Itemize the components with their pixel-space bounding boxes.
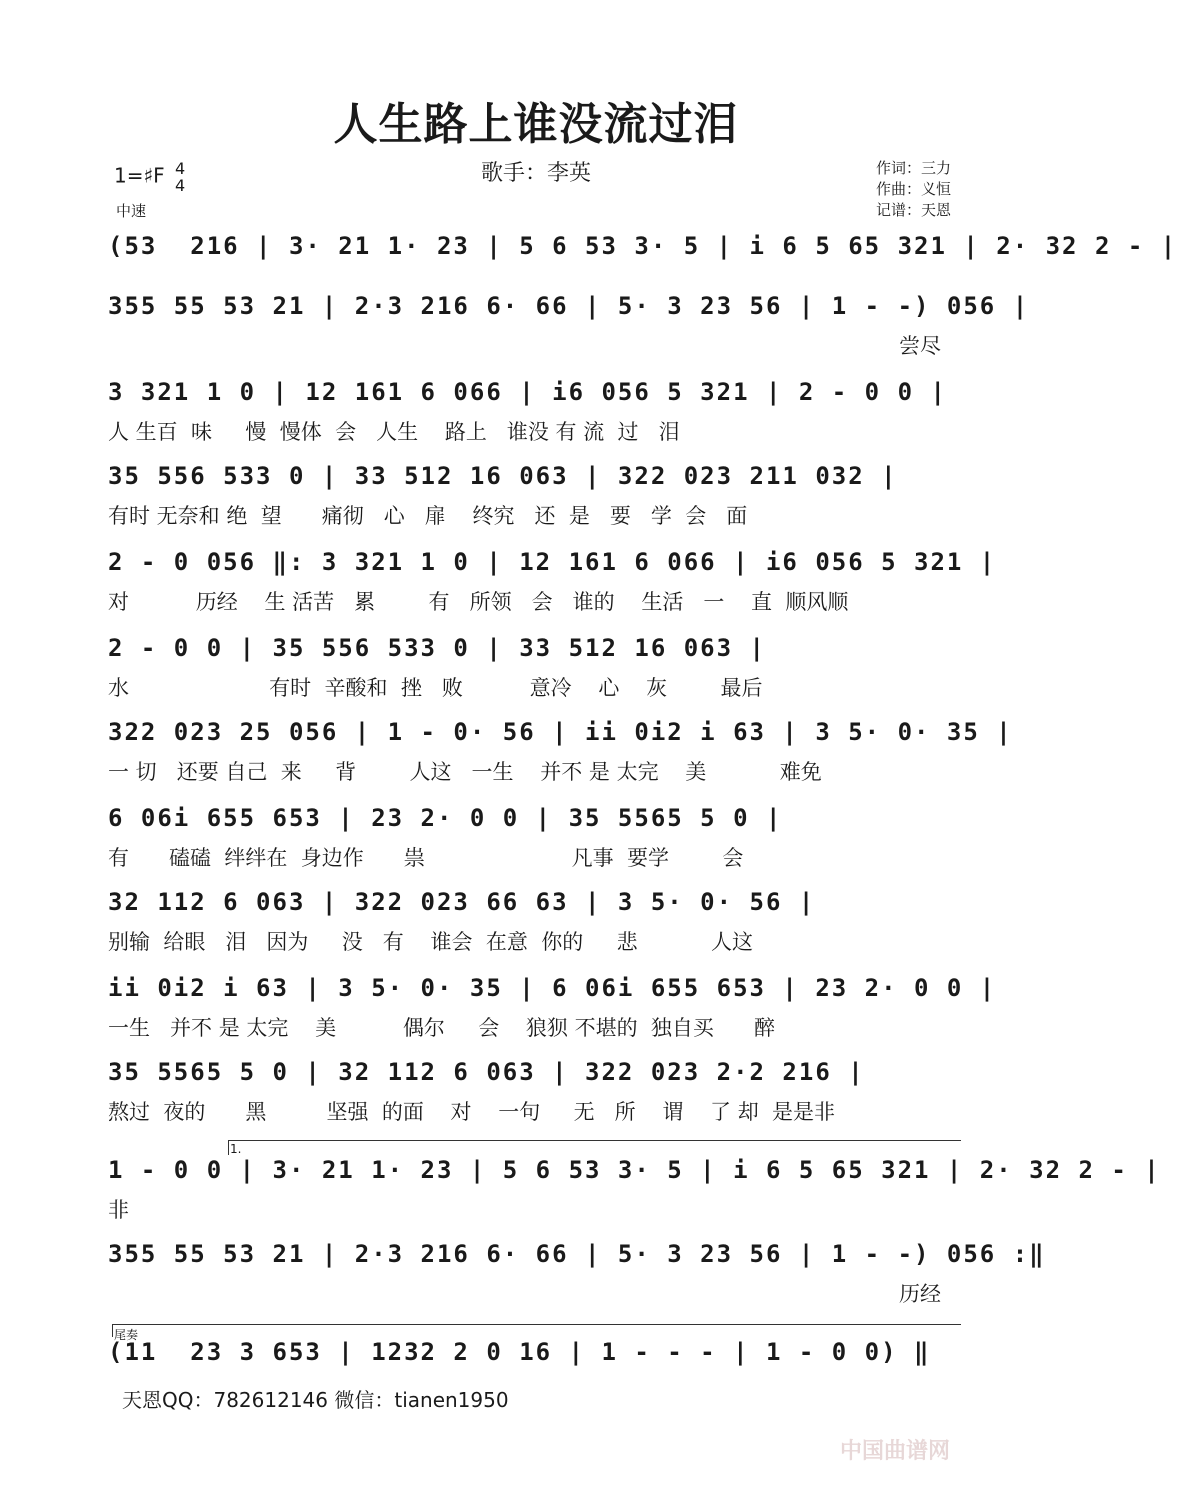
score-row: [108, 1240, 1046, 1306]
lyric-line: 非: [108, 1198, 129, 1222]
lyric-line: 一 切 还要 自己 来 背 人这 一生 并不 是 太完 美 难免: [108, 760, 822, 784]
lyric-line: 别输 给眼 泪 因为 没 有 谁会 在意 你的 悲 人这: [108, 930, 754, 954]
lyric-line: 历经: [899, 1282, 941, 1306]
tempo-marking: 中速: [116, 202, 147, 220]
score-row: [108, 462, 963, 528]
transcriber-credit: 记谱：天恩: [876, 201, 952, 219]
lyric-line: 有时 无奈和 绝 望 痛彻 心 扉 终究 还 是 要 学 会 面: [108, 504, 748, 528]
score-row: [108, 888, 963, 954]
score-row: [108, 718, 1013, 784]
notation-line: 35 5565 5 0 | 32 112 6 063 | 322 023 2·2 216 |: [108, 1058, 865, 1086]
lyric-line: 水 有时 辛酸和 挫 败 意冷 心 灰 最后: [108, 676, 763, 700]
coda-bracket: [112, 1324, 961, 1337]
lyricist-credit: 作词：三力: [876, 159, 952, 177]
score-row: [108, 1156, 1161, 1222]
score-row: [108, 292, 1030, 358]
score-row: [108, 378, 963, 444]
notation-line: 32 112 6 063 | 322 023 66 63 | 3 5· 0· 56 |: [108, 888, 816, 916]
credits: [876, 158, 951, 221]
lyric-line: 熬过 夜的 黑 坚强 的面 对 一句 无 所 谓 了 却 是是非: [108, 1100, 836, 1124]
notation-line: 1 - 0 0 | 3· 21 1· 23 | 5 6 53 3· 5 | i 6 5 65 321 | 2· 32 2 - |: [108, 1156, 1161, 1184]
lyric-line: 尝尽: [899, 334, 941, 358]
notation-line: (53 216 | 3· 21 1· 23 | 5 6 53 3· 5 | i 6 5 65 321 | 2· 32 2 - |: [108, 232, 1177, 260]
lyric-line: 一生 并不 是 太完 美 偶尔 会 狼狈 不堪的 独自买 醉: [108, 1016, 775, 1040]
notation-line: 35 556 533 0 | 33 512 16 063 | 322 023 211 032 |: [108, 462, 898, 490]
notation-line: 2 - 0 056 ‖: 3 321 1 0 | 12 161 6 066 | i6 056 5 321 |: [108, 548, 997, 576]
time-bottom: 4: [175, 176, 186, 195]
notation-line: 322 023 25 056 | 1 - 0· 56 | ii 0i2 i 63 | 3 5· 0· 35 |: [108, 718, 1013, 746]
coda-label: 尾奏: [114, 1328, 139, 1342]
score-row: [108, 1058, 963, 1124]
singer-credit: 歌手：李英: [480, 161, 591, 186]
notation-line: 6 06i 655 653 | 23 2· 0 0 | 35 5565 5 0 |: [108, 804, 783, 832]
composer-credit: 作曲：义恒: [876, 180, 952, 198]
notation-line: (11 23 3 653 | 1232 2 0 16 | 1 - - - | 1 - 0 0) ‖: [108, 1338, 931, 1366]
time-top: 4: [175, 159, 186, 178]
score-title: 人生路上谁没流过泪: [333, 99, 739, 150]
notation-line: 355 55 53 21 | 2·3 216 6· 66 | 5· 3 23 56 | 1 - -) 056 :‖: [108, 1240, 1046, 1268]
score-row: [108, 804, 963, 870]
lyric-line: 人 生百 味 慢 慢体 会 人生 路上 谁没 有 流 过 泪: [108, 420, 680, 444]
lyric-line: 有 磕磕 绊绊在 身边作 祟 凡事 要学 会: [108, 846, 744, 870]
site-watermark: 中国曲谱网: [840, 1439, 951, 1464]
score-row: [108, 232, 1177, 296]
score-row: [108, 634, 963, 700]
lyric-line: 对 历经 生 活苦 累 有 所领 会 谁的 生活 一 直 顺风顺: [108, 590, 849, 614]
notation-line: 3 321 1 0 | 12 161 6 066 | i6 056 5 321 | 2 - 0 0 |: [108, 378, 947, 406]
score-row: [108, 548, 997, 614]
volta-bracket: [228, 1140, 961, 1155]
notation-line: 355 55 53 21 | 2·3 216 6· 66 | 5· 3 23 56 | 1 - -) 056 |: [108, 292, 1030, 320]
score-row: [108, 974, 997, 1040]
notation-line: 2 - 0 0 | 35 556 533 0 | 33 512 16 063 |: [108, 634, 766, 662]
notation-line: ii 0i2 i 63 | 3 5· 0· 35 | 6 06i 655 653 | 23 2· 0 0 |: [108, 974, 997, 1002]
contact-footer: 天恩QQ：782612146 微信：tianen1950: [122, 1388, 509, 1412]
key-label: 1=♯F: [114, 163, 165, 188]
volta-label: 1.: [230, 1142, 242, 1156]
